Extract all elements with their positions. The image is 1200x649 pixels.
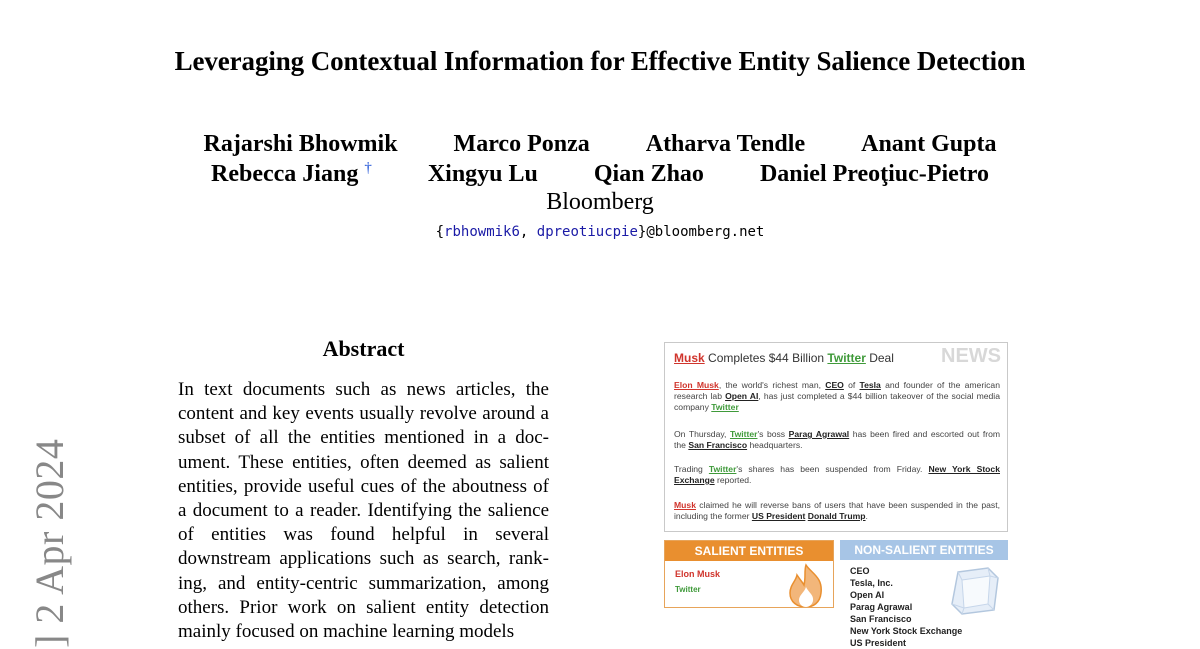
abstract-body: In text documents such as news articles, the content and key events usually revolve around a subset of all the entities mentioned in a doc-ument. These entities, often deemed as salient entities, provide useful cues of the aboutness of a document to a reader. Identifying the salience of entities was found helpful in several downstream applications such as search, rank-ing, and entity-centric summarization, among others. Prior work on salient entity detection mainly focused on machine learning models: [178, 379, 549, 643]
author-list-row-1: [0, 131, 1200, 158]
dagger-footnote-mark[interactable]: †: [364, 160, 372, 176]
author-name: Rebecca Jiang †: [211, 160, 372, 187]
abstract-heading: Abstract: [322, 336, 405, 361]
non-salient-entity-list: [850, 565, 962, 649]
ice-cube-icon: [948, 564, 1002, 616]
non-salient-entity: New York Stock Exchange: [850, 626, 963, 636]
author-name: Rajarshi Bhowmik: [203, 131, 398, 157]
non-salient-entities-heading: NON-SALIENT ENTITIES: [840, 540, 1008, 560]
fire-icon: [785, 563, 827, 607]
non-salient-entities-panel: [840, 540, 1008, 648]
author-name: Marco Ponza: [453, 131, 590, 157]
news-paragraph: Trading Twitter's shares has been suspended from Friday. New York Stock Exchange reported.: [674, 464, 1000, 485]
figure-entity-salience-example: [664, 342, 1008, 648]
email-link-user1[interactable]: rbhowmik6: [444, 224, 520, 240]
email-line: {rbhowmik6, dpreotiucpie}@bloomberg.net: [435, 224, 765, 240]
email-link-user2[interactable]: dpreotiucpie: [536, 224, 638, 240]
author-list-row-2: [0, 160, 1200, 188]
arxiv-watermark: ] 2 Apr 2024: [27, 438, 72, 648]
news-paragraph: Elon Musk, the world's richest man, CEO of Tesla and founder of the american research lab Open AI, has just completed a $44 billion takeover of the social media company Twitter: [674, 380, 1001, 412]
news-article-card: [664, 342, 1008, 532]
news-paragraph: On Thursday, Twitter's boss Parag Agrawal has been fired and escorted out from the San Francisco headquarters.: [674, 429, 1001, 450]
author-name: Daniel Preoţiuc-Pietro: [759, 161, 989, 187]
non-salient-entity: Parag Agrawal: [850, 602, 913, 612]
news-headline: Musk Completes $44 Billion Twitter Deal: [674, 351, 894, 365]
non-salient-entity: CEO: [850, 566, 870, 576]
affiliation: Bloomberg: [546, 189, 654, 215]
salient-entities-heading: SALIENT ENTITIES: [665, 541, 833, 561]
paper-title: Leveraging Contextual Information for Effective Entity Salience Detection: [174, 46, 1026, 76]
author-name: Qian Zhao: [593, 161, 704, 187]
non-salient-entity: Open AI: [850, 590, 885, 600]
non-salient-entity: San Francisco: [850, 614, 912, 624]
salient-entity: Elon Musk: [675, 569, 721, 579]
news-paragraph: Musk claimed he will reverse bans of users that have been suspended in the past, including the former US President Donald Trump.: [674, 500, 1000, 521]
non-salient-entity: Tesla, Inc.: [850, 578, 893, 588]
author-name: Anant Gupta: [861, 131, 997, 157]
salient-entity: Twitter: [675, 585, 701, 594]
author-name: Atharva Tendle: [645, 131, 806, 157]
news-label: NEWS: [941, 345, 1001, 367]
salient-entities-panel: [664, 540, 834, 608]
non-salient-entity: US President: [850, 638, 907, 648]
author-name: Xingyu Lu: [427, 161, 538, 187]
